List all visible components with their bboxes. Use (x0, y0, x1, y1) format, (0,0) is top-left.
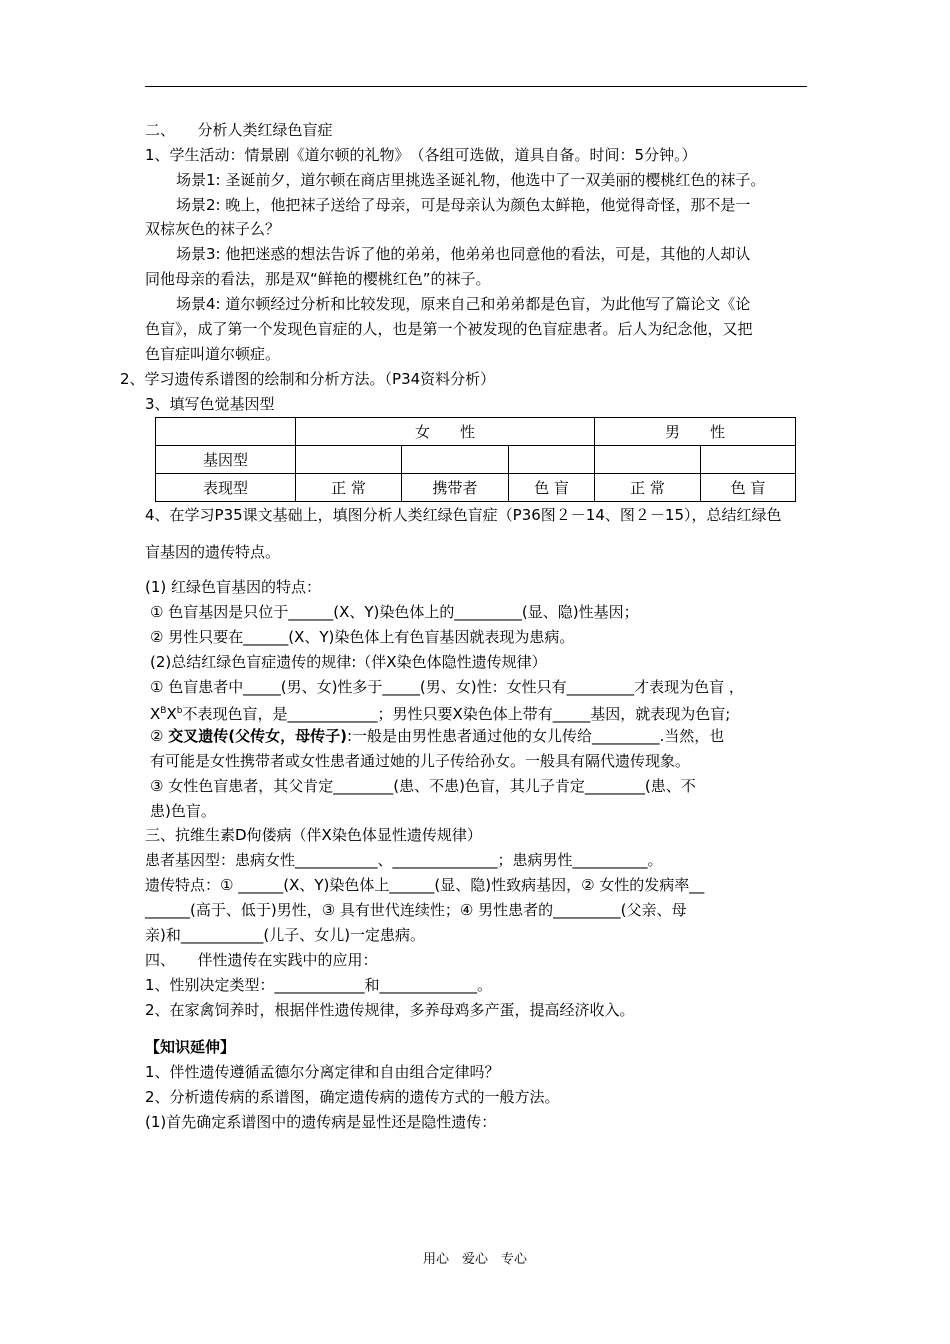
text-line: 场景2: 晚上，他把袜子送给了母亲，可是母亲认为颜色太鲜艳，他觉得奇怪，那不是一 (176, 196, 751, 214)
table-cell: 正 常 (595, 474, 701, 502)
text-line: 1、学生活动：情景剧《道尔顿的礼物》 （各组可选做，道具自备。时间：5分钟。） (145, 146, 697, 164)
cross-inheritance-line (150, 726, 724, 746)
page-footer: 用心 爱心 专心 (422, 1252, 527, 1267)
table-cell-blank (296, 446, 402, 474)
table-cell-blank (595, 446, 701, 474)
text-span: ② (150, 727, 169, 745)
x-chromosome: X (166, 705, 177, 723)
text-line: ① 色盲基因是只位于______(X、Y)染色体上的_________(显、隐)性基因； (150, 603, 639, 621)
text-line: 亲)和___________(儿子、女儿)一定患病。 (145, 926, 426, 944)
bold-term: 交叉遗传(父传女，母传子) (168, 727, 347, 745)
table-cell: 携带者 (402, 474, 509, 502)
text-line: 场景1: 圣诞前夕，道尔顿在商店里挑选圣诞礼物，他选中了一双美丽的樱桃红色的袜子。 (176, 171, 766, 189)
text-line: (2)总结红绿色盲症遗传的规律:（伴X染色体隐性遗传规律） (150, 653, 547, 671)
text-line: (1) 红绿色盲基因的特点： (145, 578, 322, 596)
table-header-female: 女 性 (296, 418, 595, 446)
section-two-title: 二、 分析人类红绿色盲症 (145, 121, 333, 139)
text-span: 不表现色盲，是____________；男性只要X染色体上带有_____基因，就表现为色盲; (182, 705, 731, 723)
knowledge-extension-heading: 【知识延伸】 (145, 1038, 236, 1056)
text-line: 色盲症叫道尔顿症。 (145, 345, 281, 363)
text-line: 有可能是女性携带者或女性患者通过她的儿子传给孙女。一般具有隔代遗传现象。 (150, 752, 691, 770)
allele-superscript: b (176, 706, 183, 716)
text-line: 3、填写色觉基因型 (145, 395, 275, 413)
text-span: :一般是由男性患者通过他的女儿传给_________.当然，也 (346, 727, 725, 745)
text-line: ______(高于、低于)男性，③ 具有世代连续性；④ 男性患者的_________(父亲、母 (145, 901, 687, 919)
text-line: (1)首先确定系谱图中的遗传病是显性还是隐性遗传： (145, 1113, 497, 1131)
text-line: 患)色盲。 (150, 802, 216, 820)
text-line: 同他母亲的看法，那是双“鲜艳的樱桃红色”的袜子。 (145, 270, 491, 288)
table-cell-blank (402, 446, 509, 474)
table-cell-blank (509, 446, 595, 474)
text-line: ③ 女性色盲患者，其父肯定________(患、不患)色盲，其儿子肯定________(患、不 (150, 777, 696, 795)
text-line: 遗传特点：① ______(X、Y)染色体上______(显、隐)性致病基因，② 女性的发病率__ (145, 876, 705, 894)
text-line: 患者基因型：患病女性___________、______________；患病男性__________。 (145, 851, 663, 869)
section-four-title: 四、 伴性遗传在实践中的应用： (145, 951, 378, 969)
text-line: 色盲》，成了第一个发现色盲症的人，也是第一个被发现的色盲症患者。后人为纪念他，又把 (145, 320, 753, 338)
table-label-phenotype: 表现型 (156, 474, 296, 502)
table-cell: 色 盲 (509, 474, 595, 502)
table-corner-cell (156, 418, 296, 446)
text-line: 场景4: 道尔顿经过分析和比较发现，原来自己和弟弟都是色盲，为此他写了篇论文《论 (176, 295, 751, 313)
x-chromosome: X (150, 705, 161, 723)
color-vision-genotype-table (155, 417, 796, 502)
text-line: 1、性别决定类型：____________和_____________。 (145, 976, 493, 994)
table-cell: 正 常 (296, 474, 402, 502)
text-line: 盲基因的遗传特点。 (145, 543, 281, 561)
table-cell: 色 盲 (701, 474, 796, 502)
header-rule (145, 86, 807, 87)
text-line: 4、在学习P35课文基础上，填图分析人类红绿色盲症（P36图２－14、图２－15），总结红绿色 (145, 506, 782, 524)
text-line: ① 色盲患者中_____(男、女)性多于_____(男、女)性：女性只有_________才表现为色盲 ， (150, 678, 744, 696)
section-three-title: 三、抗维生素D佝偻病（伴X染色体显性遗传规律） (145, 826, 482, 844)
table-cell-blank (701, 446, 796, 474)
text-line: ② 男性只要在______(X、Y)染色体上有色盲基因就表现为患病。 (150, 628, 575, 646)
text-line: 2、分析遗传病的系谱图，确定遗传病的遗传方式的一般方法。 (145, 1088, 560, 1106)
text-line: 2、学习遗传系谱图的绘制和分析方法。（P34资料分析） (120, 370, 496, 388)
text-line: 1、伴性遗传遵循孟德尔分离定律和自由组合定律吗？ (145, 1063, 500, 1081)
text-line: 双棕灰色的袜子么？ (145, 220, 281, 238)
table-label-genotype: 基因型 (156, 446, 296, 474)
genotype-line (150, 701, 730, 724)
text-line: 2、在家禽饲养时，根据伴性遗传规律，多养母鸡多产蛋，提高经济收入。 (145, 1001, 635, 1019)
allele-superscript: B (160, 706, 167, 716)
table-header-male: 男 性 (595, 418, 796, 446)
text-line: 场景3: 他把迷惑的想法告诉了他的弟弟，他弟弟也同意他的看法，可是，其他的人却认 (176, 245, 751, 263)
